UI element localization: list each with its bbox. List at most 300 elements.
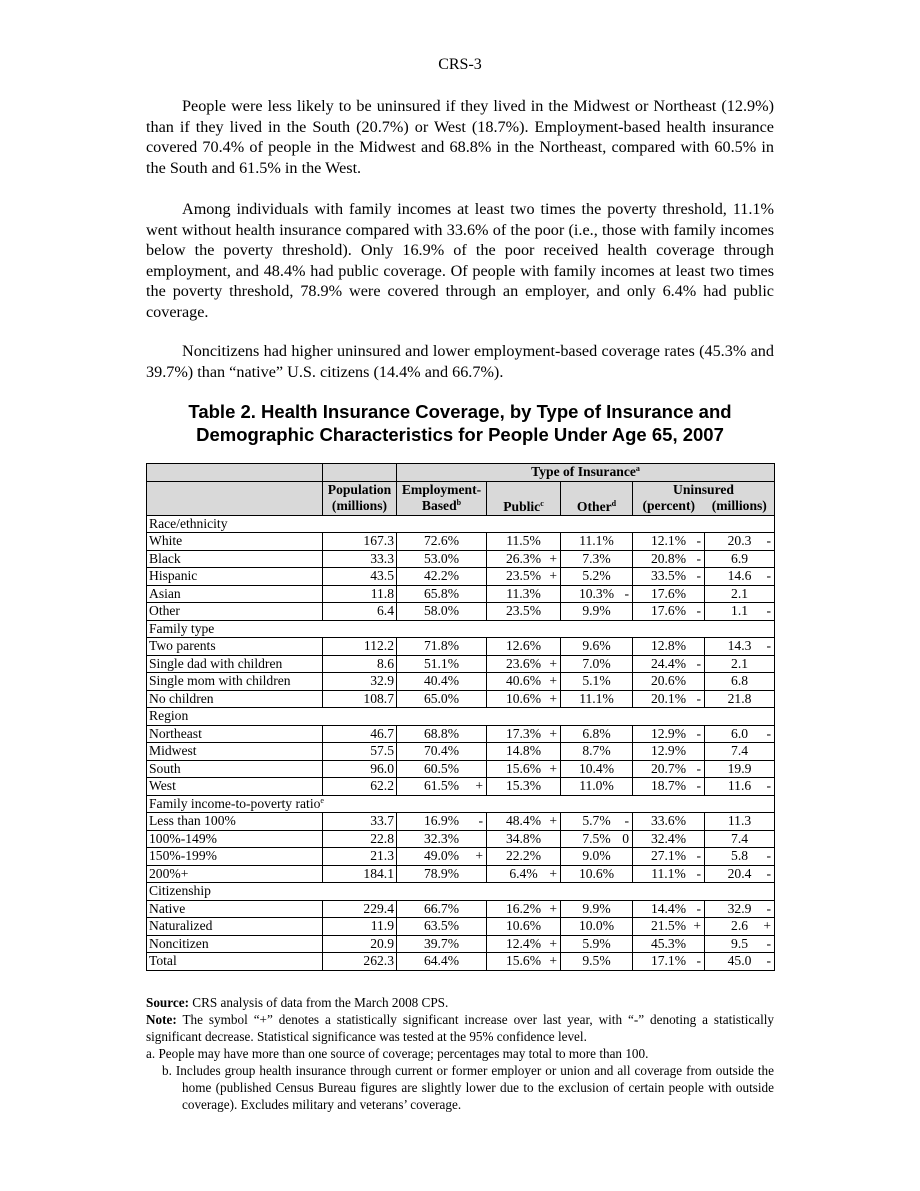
population-cell: 6.4	[323, 603, 397, 621]
employment-cell	[397, 603, 487, 621]
uninsured-millions-cell-value: 11.6	[727, 778, 752, 794]
population-cell: 57.5	[323, 743, 397, 761]
uninsured-millions-cell	[705, 848, 775, 866]
uninsured-millions-cell	[705, 743, 775, 761]
uninsured-millions-cell-value: 7.4	[731, 830, 749, 846]
public-cell	[487, 918, 561, 936]
public-cell-value: 15.3%	[505, 778, 542, 794]
employment-cell-significance: +	[475, 848, 483, 863]
header-population-units: (millions)	[323, 498, 397, 515]
public-cell	[487, 813, 561, 831]
header-uninsured-percent: (percent)	[633, 498, 705, 515]
public-cell	[487, 935, 561, 953]
other-cell-value: 5.7%	[582, 813, 611, 829]
uninsured-percent-cell-value: 12.1%	[650, 533, 687, 549]
table-row	[147, 585, 775, 603]
population-cell: 112.2	[323, 638, 397, 656]
section-footnote-marker: e	[320, 795, 324, 805]
population-cell: 167.3	[323, 533, 397, 551]
section-label	[147, 515, 775, 533]
other-cell-significance: 0	[622, 830, 629, 846]
employment-cell	[397, 953, 487, 971]
other-cell	[561, 725, 633, 743]
total-row	[147, 953, 775, 971]
table-row	[147, 533, 775, 551]
public-cell	[487, 568, 561, 586]
uninsured-millions-cell	[705, 918, 775, 936]
section-label	[147, 620, 775, 638]
other-cell-value: 11.1%	[579, 690, 614, 706]
uninsured-percent-cell	[633, 953, 705, 971]
uninsured-percent-cell-significance: -	[696, 953, 701, 968]
employment-cell	[397, 533, 487, 551]
other-cell	[561, 900, 633, 918]
other-cell	[561, 848, 633, 866]
employment-cell	[397, 655, 487, 673]
uninsured-percent-cell	[633, 743, 705, 761]
employment-cell	[397, 865, 487, 883]
other-cell	[561, 603, 633, 621]
uninsured-percent-cell-significance: -	[696, 865, 701, 881]
other-cell	[561, 813, 633, 831]
employment-cell-value: 63.5%	[423, 918, 460, 934]
uninsured-percent-cell-value: 27.1%	[650, 848, 687, 864]
other-cell	[561, 585, 633, 603]
employment-cell-value: 51.1%	[423, 655, 460, 671]
public-cell-value: 17.3%	[505, 725, 542, 741]
other-cell-value: 9.9%	[582, 900, 611, 916]
public-cell-value: 14.8%	[505, 743, 542, 759]
uninsured-millions-cell	[705, 953, 775, 971]
other-cell	[561, 568, 633, 586]
public-cell	[487, 848, 561, 866]
table-title	[146, 400, 774, 446]
employment-cell	[397, 830, 487, 848]
other-cell-significance: -	[624, 585, 629, 601]
uninsured-millions-cell	[705, 550, 775, 568]
uninsured-millions-cell	[705, 760, 775, 778]
row-label: No children	[147, 690, 323, 708]
row-label: Asian	[147, 585, 323, 603]
uninsured-millions-cell	[705, 638, 775, 656]
public-cell-value: 26.3%	[505, 550, 542, 566]
uninsured-percent-cell-significance: -	[696, 778, 701, 793]
header-uninsured: Uninsured	[633, 481, 775, 498]
uninsured-percent-cell-value: 17.1%	[650, 953, 687, 969]
other-cell-value: 9.5%	[582, 953, 611, 969]
uninsured-percent-cell-significance: -	[696, 900, 701, 916]
row-label: Northeast	[147, 725, 323, 743]
uninsured-millions-cell-value: 2.1	[731, 655, 749, 671]
section-header-row	[147, 708, 775, 726]
uninsured-millions-cell-value: 9.5	[731, 935, 749, 951]
row-label: 200%+	[147, 865, 323, 883]
header-employment-based: Based$^b$	[397, 498, 487, 515]
employment-cell	[397, 813, 487, 831]
public-cell-significance: +	[549, 725, 557, 741]
table-row	[147, 760, 775, 778]
uninsured-percent-cell-significance: -	[696, 725, 701, 741]
table-header	[147, 464, 775, 516]
uninsured-percent-cell-significance: -	[696, 603, 701, 618]
other-cell-value: 7.5%	[582, 830, 611, 846]
row-label: Single mom with children	[147, 673, 323, 691]
other-cell-value: 9.9%	[582, 603, 611, 619]
uninsured-millions-cell	[705, 725, 775, 743]
employment-cell	[397, 550, 487, 568]
public-cell-value: 10.6%	[505, 918, 542, 934]
uninsured-percent-cell-significance: -	[696, 690, 701, 706]
uninsured-percent-cell-value: 20.6%	[650, 673, 687, 689]
uninsured-millions-cell-significance: -	[766, 638, 772, 653]
row-label: Total	[147, 953, 323, 971]
footnote-a: a. People may have more than one source of coverage; percentages may total to more than 100.	[146, 1046, 649, 1061]
uninsured-millions-cell-value: 2.6	[731, 918, 749, 934]
public-cell	[487, 585, 561, 603]
other-cell-value: 10.0%	[578, 918, 615, 934]
employment-cell	[397, 760, 487, 778]
employment-cell-value: 16.9%	[423, 813, 460, 829]
table-row	[147, 638, 775, 656]
public-cell	[487, 953, 561, 971]
section-name: Family income-to-poverty ratio	[149, 795, 321, 811]
other-cell-value: 10.6%	[578, 865, 615, 881]
public-cell-value: 23.6%	[505, 655, 542, 671]
other-cell-value: 11.0%	[579, 778, 614, 794]
public-cell	[487, 900, 561, 918]
uninsured-percent-cell	[633, 760, 705, 778]
other-cell	[561, 673, 633, 691]
uninsured-millions-cell-value: 6.8	[731, 673, 749, 689]
table-row	[147, 813, 775, 831]
other-cell	[561, 953, 633, 971]
other-cell-value: 9.6%	[582, 638, 611, 654]
uninsured-millions-cell-significance: -	[766, 778, 772, 793]
uninsured-millions-cell-value: 14.6	[727, 568, 752, 584]
employment-cell-value: 61.5%	[423, 778, 460, 794]
employment-cell-value: 71.8%	[423, 638, 460, 654]
public-cell-value: 23.5%	[505, 568, 542, 584]
row-label: Noncitizen	[147, 935, 323, 953]
row-label: 100%-149%	[147, 830, 323, 848]
table-row	[147, 690, 775, 708]
uninsured-percent-cell-value: 12.9%	[650, 743, 687, 759]
paragraph-region: People were less likely to be uninsured if they lived in the Midwest or Northeast (12.9%) than if they lived in the South (20.7%) or West (18.7%). Employment-based health insurance covered 70.4% of people in the Midwest and 68.8% in the Northeast, compared with 60.5% in the South and 61.5% in the West.	[146, 97, 774, 177]
uninsured-percent-cell	[633, 813, 705, 831]
uninsured-percent-cell-value: 11.1%	[651, 865, 686, 881]
footnote-b: b. Includes group health insurance through current or former employer or union and all coverage from outside the home (published Census Bureau figures are slightly lower due to the exclusion of certain people with outside coverage). Excludes military and veterans’ coverage.	[162, 1063, 774, 1112]
public-cell-value: 10.6%	[505, 690, 542, 706]
other-cell	[561, 743, 633, 761]
population-cell: 184.1	[323, 865, 397, 883]
uninsured-percent-cell	[633, 935, 705, 953]
table-row	[147, 743, 775, 761]
public-cell	[487, 603, 561, 621]
employment-cell-value: 32.3%	[423, 830, 460, 846]
employment-cell	[397, 568, 487, 586]
population-cell: 20.9	[323, 935, 397, 953]
population-cell: 21.3	[323, 848, 397, 866]
uninsured-percent-cell-significance: -	[696, 848, 701, 863]
paragraph-income: Among individuals with family incomes at least two times the poverty threshold, 11.1% went without health insurance compared with 33.6% of the poor (i.e., those with family incomes below the poverty threshold). Only 16.9% of the poor received health coverage through employment, and 48.4% had public coverage. Of people with family incomes at least two times the poverty threshold, 78.9% were covered through an employer, and only 6.4% had public coverage.	[146, 200, 774, 321]
uninsured-percent-cell	[633, 673, 705, 691]
uninsured-percent-cell-value: 14.4%	[650, 900, 687, 916]
header-type-of-insurance: Type of Insurance$^a$	[397, 464, 775, 482]
row-label: Hispanic	[147, 568, 323, 586]
header-employment: Employment-	[397, 481, 487, 498]
section-name: Family type	[149, 620, 215, 636]
uninsured-millions-cell-value: 6.9	[731, 550, 749, 566]
other-cell	[561, 550, 633, 568]
uninsured-percent-cell-significance: -	[696, 550, 701, 566]
public-cell-significance: +	[549, 865, 557, 881]
uninsured-percent-cell-value: 18.7%	[650, 778, 687, 794]
uninsured-millions-cell-value: 1.1	[731, 603, 749, 619]
table-row	[147, 725, 775, 743]
other-cell	[561, 830, 633, 848]
uninsured-millions-cell-value: 14.3	[727, 638, 752, 654]
uninsured-percent-cell	[633, 918, 705, 936]
page-number: CRS-3	[438, 56, 482, 73]
other-cell	[561, 638, 633, 656]
uninsured-millions-cell	[705, 935, 775, 953]
employment-cell	[397, 638, 487, 656]
public-cell	[487, 533, 561, 551]
population-cell: 62.2	[323, 778, 397, 796]
section-name: Region	[149, 708, 189, 724]
uninsured-percent-cell-value: 32.4%	[650, 830, 687, 846]
uninsured-percent-cell-value: 20.8%	[650, 550, 687, 566]
section-name: Race/ethnicity	[149, 515, 228, 531]
employment-cell	[397, 585, 487, 603]
other-cell-value: 5.1%	[582, 673, 611, 689]
section-label	[147, 883, 775, 901]
uninsured-millions-cell-significance: -	[766, 953, 772, 968]
public-cell	[487, 550, 561, 568]
row-label: Two parents	[147, 638, 323, 656]
employment-cell-value: 66.7%	[423, 900, 460, 916]
uninsured-millions-cell	[705, 778, 775, 796]
public-cell-significance: +	[549, 568, 557, 583]
uninsured-percent-cell-value: 12.9%	[650, 725, 687, 741]
employment-cell-value: 40.4%	[423, 673, 460, 689]
employment-cell	[397, 848, 487, 866]
uninsured-millions-cell	[705, 655, 775, 673]
table-body	[147, 515, 775, 970]
row-label: 150%-199%	[147, 848, 323, 866]
uninsured-percent-cell-value: 17.6%	[650, 603, 687, 619]
header-population: Population	[323, 481, 397, 498]
uninsured-percent-cell-value: 33.6%	[650, 813, 687, 829]
source-note: Source: CRS analysis of data from the March 2008 CPS.	[146, 995, 449, 1010]
public-cell-significance: +	[549, 673, 557, 688]
uninsured-percent-cell-significance: -	[696, 533, 701, 548]
table-row	[147, 848, 775, 866]
other-cell	[561, 655, 633, 673]
row-label: South	[147, 760, 323, 778]
uninsured-percent-cell	[633, 533, 705, 551]
employment-cell-value: 58.0%	[423, 603, 460, 619]
employment-cell-value: 60.5%	[423, 760, 460, 776]
uninsured-millions-cell-significance: -	[766, 865, 772, 881]
employment-cell	[397, 690, 487, 708]
uninsured-millions-cell-value: 6.0	[731, 725, 749, 741]
uninsured-percent-cell	[633, 725, 705, 743]
employment-cell	[397, 743, 487, 761]
uninsured-millions-cell-value: 2.1	[731, 585, 749, 601]
uninsured-percent-cell	[633, 900, 705, 918]
uninsured-percent-cell-value: 33.5%	[650, 568, 687, 584]
public-cell	[487, 638, 561, 656]
uninsured-millions-cell-value: 20.3	[727, 533, 752, 549]
uninsured-millions-cell-value: 11.3	[727, 813, 752, 829]
employment-cell-value: 53.0%	[423, 550, 460, 566]
section-label	[147, 708, 775, 726]
public-cell-value: 15.6%	[505, 760, 542, 776]
row-label: Native	[147, 900, 323, 918]
uninsured-millions-cell-significance: -	[766, 603, 772, 618]
uninsured-millions-cell	[705, 568, 775, 586]
section-header-row	[147, 620, 775, 638]
employment-cell	[397, 673, 487, 691]
other-cell-value: 5.2%	[582, 568, 611, 584]
uninsured-millions-cell-significance: -	[766, 848, 772, 863]
uninsured-percent-cell-value: 45.3%	[650, 935, 687, 951]
header-uninsured-millions: (millions)	[705, 498, 775, 515]
public-cell-value: 12.6%	[505, 638, 542, 654]
public-cell-significance: +	[549, 900, 557, 916]
uninsured-percent-cell	[633, 690, 705, 708]
public-cell-value: 15.6%	[505, 953, 542, 969]
public-cell	[487, 830, 561, 848]
uninsured-percent-cell-value: 24.4%	[650, 655, 687, 671]
table-row	[147, 865, 775, 883]
public-cell-significance: +	[549, 550, 557, 566]
section-header-row	[147, 795, 775, 813]
header-public: Public$^c$	[487, 481, 561, 515]
public-cell	[487, 743, 561, 761]
uninsured-millions-cell-significance: +	[763, 918, 772, 933]
table-row	[147, 603, 775, 621]
uninsured-percent-cell-significance: -	[696, 568, 701, 583]
uninsured-percent-cell	[633, 865, 705, 883]
population-cell: 33.7	[323, 813, 397, 831]
header-other: Other$^d$	[561, 481, 633, 515]
population-cell: 8.6	[323, 655, 397, 673]
row-label: Other	[147, 603, 323, 621]
row-label: Less than 100%	[147, 813, 323, 831]
significance-note: Note: The symbol “+” denotes a statistically significant increase over last year, with “-” denoting a statistically significant decrease. Statistical significance was tested at the 95% confidence level.	[146, 1012, 774, 1044]
uninsured-percent-cell-significance: -	[696, 655, 701, 671]
employment-cell-value: 65.0%	[423, 690, 460, 706]
table-row	[147, 655, 775, 673]
uninsured-millions-cell	[705, 533, 775, 551]
uninsured-millions-cell	[705, 603, 775, 621]
population-cell: 11.8	[323, 585, 397, 603]
public-cell	[487, 673, 561, 691]
other-cell	[561, 690, 633, 708]
employment-cell	[397, 778, 487, 796]
population-cell: 229.4	[323, 900, 397, 918]
other-cell	[561, 533, 633, 551]
other-cell-value: 8.7%	[582, 743, 611, 759]
other-cell-value: 5.9%	[582, 935, 611, 951]
population-cell: 22.8	[323, 830, 397, 848]
header-blank-1	[147, 464, 323, 482]
other-cell-value: 10.3%	[578, 585, 615, 601]
public-cell-value: 12.4%	[505, 935, 542, 951]
public-cell-value: 22.2%	[505, 848, 542, 864]
table-title-line1: Table 2. Health Insurance Coverage, by Type of Insurance and	[188, 401, 732, 422]
employment-cell-value: 64.4%	[423, 953, 460, 969]
other-cell-value: 6.8%	[582, 725, 611, 741]
employment-cell	[397, 725, 487, 743]
employment-cell-value: 70.4%	[423, 743, 460, 759]
public-cell-value: 16.2%	[505, 900, 542, 916]
uninsured-percent-cell	[633, 848, 705, 866]
other-cell-value: 7.3%	[582, 550, 611, 566]
employment-cell-value: 39.7%	[423, 935, 460, 951]
table-row	[147, 900, 775, 918]
uninsured-millions-cell-value: 7.4	[731, 743, 749, 759]
public-cell	[487, 778, 561, 796]
insurance-table	[146, 463, 775, 971]
public-cell-significance: +	[549, 953, 557, 968]
table-row	[147, 935, 775, 953]
population-cell: 11.9	[323, 918, 397, 936]
row-label: Midwest	[147, 743, 323, 761]
table-row	[147, 568, 775, 586]
public-cell	[487, 690, 561, 708]
public-cell-significance: +	[549, 935, 557, 951]
uninsured-millions-cell-significance: -	[766, 725, 772, 741]
uninsured-millions-cell-significance: -	[766, 935, 772, 951]
uninsured-percent-cell	[633, 778, 705, 796]
other-cell-significance: -	[624, 813, 629, 828]
uninsured-percent-cell	[633, 830, 705, 848]
uninsured-millions-cell-value: 45.0	[727, 953, 752, 969]
header-label-col	[147, 481, 323, 515]
uninsured-percent-cell-significance: +	[693, 918, 701, 933]
uninsured-millions-cell	[705, 900, 775, 918]
other-cell	[561, 865, 633, 883]
population-cell: 33.3	[323, 550, 397, 568]
section-header-row	[147, 883, 775, 901]
table-row	[147, 778, 775, 796]
other-cell-value: 11.1%	[579, 533, 614, 549]
population-cell: 96.0	[323, 760, 397, 778]
employment-cell-value: 72.6%	[423, 533, 460, 549]
public-cell	[487, 655, 561, 673]
public-cell-value: 11.3%	[506, 585, 541, 601]
public-cell	[487, 725, 561, 743]
employment-cell-significance: +	[475, 778, 483, 793]
public-cell-value: 6.4%	[509, 865, 538, 881]
population-cell: 32.9	[323, 673, 397, 691]
employment-cell-value: 42.2%	[423, 568, 460, 584]
row-label: West	[147, 778, 323, 796]
employment-cell-significance: -	[478, 813, 483, 828]
uninsured-percent-cell	[633, 585, 705, 603]
row-label: Single dad with children	[147, 655, 323, 673]
uninsured-millions-cell-value: 5.8	[731, 848, 749, 864]
public-cell-value: 11.5%	[506, 533, 541, 549]
uninsured-percent-cell	[633, 655, 705, 673]
population-cell: 46.7	[323, 725, 397, 743]
uninsured-percent-cell-value: 17.6%	[650, 585, 687, 601]
uninsured-millions-cell-significance: -	[766, 900, 772, 916]
row-label: White	[147, 533, 323, 551]
